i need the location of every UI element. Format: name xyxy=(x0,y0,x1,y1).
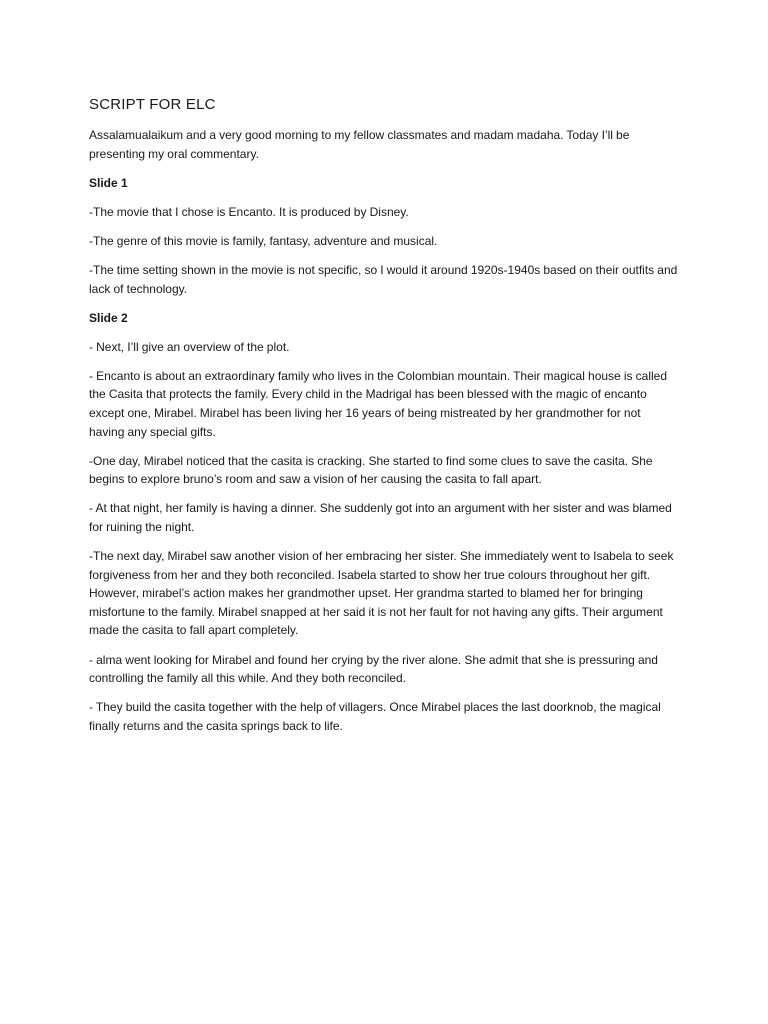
slide-2-paragraph: - They build the casita together with the help of villagers. Once Mirabel places the last doorknob, the magical finally returns and the casita springs back to life. xyxy=(89,700,661,733)
document-body xyxy=(89,96,679,746)
slide-2-paragraph: - alma went looking for Mirabel and found her crying by the river alone. She admit that she is pressuring and controlling the family all this while. And they both reconciled. xyxy=(89,652,658,686)
slide-1-heading: Slide 1 xyxy=(89,175,128,190)
slide-2-paragraph: - Next, I’ll give an overview of the plot. xyxy=(89,339,290,354)
slide-2-paragraph: - At that night, her family is having a dinner. She suddenly got into an argument with her sister and was blamed for ruining the night. xyxy=(89,501,672,534)
document-title: SCRIPT FOR ELC xyxy=(89,96,216,113)
slide-1-paragraph: -The time setting shown in the movie is not specific, so I would it around 1920s-1940s based on their outfits and lack of technology. xyxy=(89,262,678,296)
slide-2-paragraph: -One day, Mirabel noticed that the casita is cracking. She started to find some clues to save the casita. She begins to explore bruno’s room and saw a vision of her causing the casita to fall apart. xyxy=(89,453,653,487)
slide-2-paragraph: - Encanto is about an extraordinary family who lives in the Colombian mountain. Their magical house is called the Casita that protects the family. Every child in the Madrigal has been blessed with the magic of encanto except one, Mirabel. Mirabel has been living her 16 years of being mistreated by her grandmother for not having any special gifts. xyxy=(89,368,668,439)
slide-2-heading: Slide 2 xyxy=(89,310,128,325)
slide-2-paragraph: -The next day, Mirabel saw another vision of her embracing her sister. She immediately went to Isabela to seek forgiveness from her and they both reconciled. Isabela started to show her true colours throughout her gift. However, mirabel’s action makes her grandmother upset. Her grandma started to blamed her for bringing misfortune to the family. Mirabel snapped at her said it is not her fault for not having any gifts. Their argument made the casita to fall apart completely. xyxy=(89,549,674,638)
slide-1-paragraph: -The genre of this movie is family, fantasy, adventure and musical. xyxy=(89,233,438,248)
intro-paragraph: Assalamualaikum and a very good morning to my fellow classmates and madam madaha. Today I’ll be presenting my oral commentary. xyxy=(89,128,630,161)
slide-1-paragraph: -The movie that I chose is Encanto. It is produced by Disney. xyxy=(89,204,409,219)
